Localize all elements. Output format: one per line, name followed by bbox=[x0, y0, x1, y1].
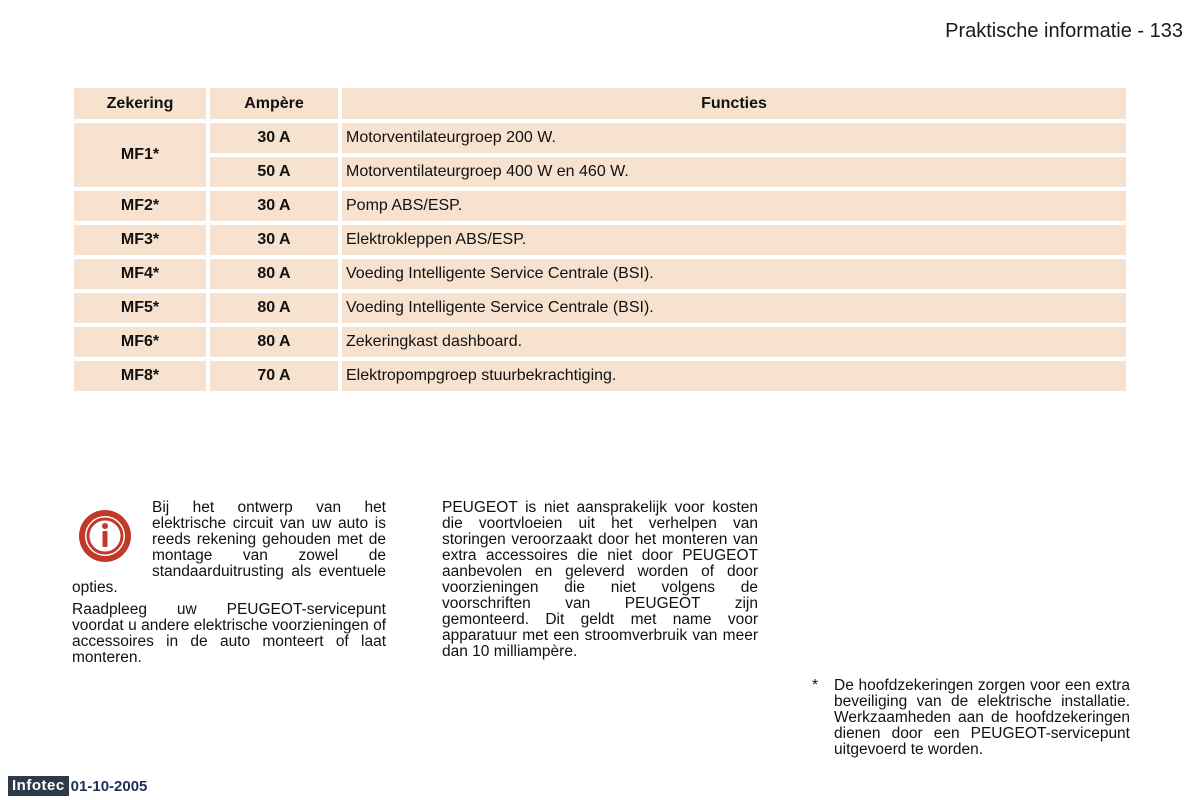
table-header-row bbox=[74, 88, 1126, 119]
header-functies: Functies bbox=[342, 88, 1126, 119]
footnote-marker: * bbox=[812, 677, 819, 694]
fuse-function: Pomp ABS/ESP. bbox=[342, 191, 1126, 221]
footnote bbox=[812, 678, 1130, 758]
fuse-id: MF6* bbox=[74, 327, 206, 357]
table-row bbox=[74, 191, 1126, 221]
fuse-id: MF4* bbox=[74, 259, 206, 289]
table-row bbox=[74, 293, 1126, 323]
info-note-paragraph-1: Bij het ontwerp van het elektrische circuit van uw auto is reeds rekening gehouden met de montage van zowel de standaarduitrusting als eventuele opties. bbox=[72, 499, 386, 596]
fuse-function: Motorventilateurgroep 200 W. bbox=[342, 123, 1126, 153]
info-note-paragraph-2: Raadpleeg uw PEUGEOT-servicepunt voordat u andere elektrische voorzieningen of accessoires in de auto monteert of laat monteren. bbox=[72, 601, 386, 666]
fuse-amp: 80 A bbox=[210, 259, 338, 289]
table-row bbox=[74, 327, 1126, 357]
fuse-id: MF5* bbox=[74, 293, 206, 323]
fuse-id: MF2* bbox=[74, 191, 206, 221]
fuse-id: MF8* bbox=[74, 361, 206, 391]
infotec-logo: Infotec bbox=[8, 776, 69, 796]
page-title: Praktische informatie - 133 bbox=[945, 20, 1183, 42]
fuse-function: Elektrokleppen ABS/ESP. bbox=[342, 225, 1126, 255]
table-row bbox=[74, 225, 1126, 255]
fuse-id: MF3* bbox=[74, 225, 206, 255]
fuse-function: Motorventilateurgroep 400 W en 460 W. bbox=[342, 157, 1126, 187]
table-row bbox=[74, 361, 1126, 391]
fuse-function: Elektropompgroep stuurbekrachtiging. bbox=[342, 361, 1126, 391]
table-row bbox=[74, 157, 1126, 187]
footer-date: 01-10-2005 bbox=[70, 777, 148, 795]
liability-note: PEUGEOT is niet aansprakelijk voor kosten die voortvloeien uit het verhelpen van storingen veroorzaakt door het monteren van extra accessoires die niet door PEUGEOT aanbevolen en geleverd worden of door voorzieningen die niet volgens de voorschriften van PEUGEOT zijn gemonteerd. Dit geldt met name voor apparatuur met een stroomverbruik van meer dan 10 milliampère. bbox=[442, 499, 758, 660]
fuse-amp: 80 A bbox=[210, 327, 338, 357]
fuse-id: MF1* bbox=[74, 123, 206, 187]
fuse-function: Voeding Intelligente Service Centrale (BSI). bbox=[342, 259, 1126, 289]
header-zekering: Zekering bbox=[74, 88, 206, 119]
footer bbox=[8, 776, 147, 796]
header-ampere: Ampère bbox=[210, 88, 338, 119]
info-icon bbox=[76, 507, 134, 565]
fuse-amp: 30 A bbox=[210, 225, 338, 255]
fuse-function: Voeding Intelligente Service Centrale (BSI). bbox=[342, 293, 1126, 323]
fuse-amp: 30 A bbox=[210, 123, 338, 153]
fuse-function: Zekeringkast dashboard. bbox=[342, 327, 1126, 357]
fuse-amp: 70 A bbox=[210, 361, 338, 391]
fuse-table bbox=[70, 84, 1130, 395]
table-row bbox=[74, 123, 1126, 153]
fuse-amp: 50 A bbox=[210, 157, 338, 187]
table-row bbox=[74, 259, 1126, 289]
footnote-text: De hoofdzekeringen zorgen voor een extra beveiliging van de elektrische installatie. Werkzaamheden aan de hoofdzekeringen dienen door een PEUGEOT-servicepunt uitgevoerd te worden. bbox=[834, 677, 1130, 758]
fuse-amp: 80 A bbox=[210, 293, 338, 323]
fuse-amp: 30 A bbox=[210, 191, 338, 221]
